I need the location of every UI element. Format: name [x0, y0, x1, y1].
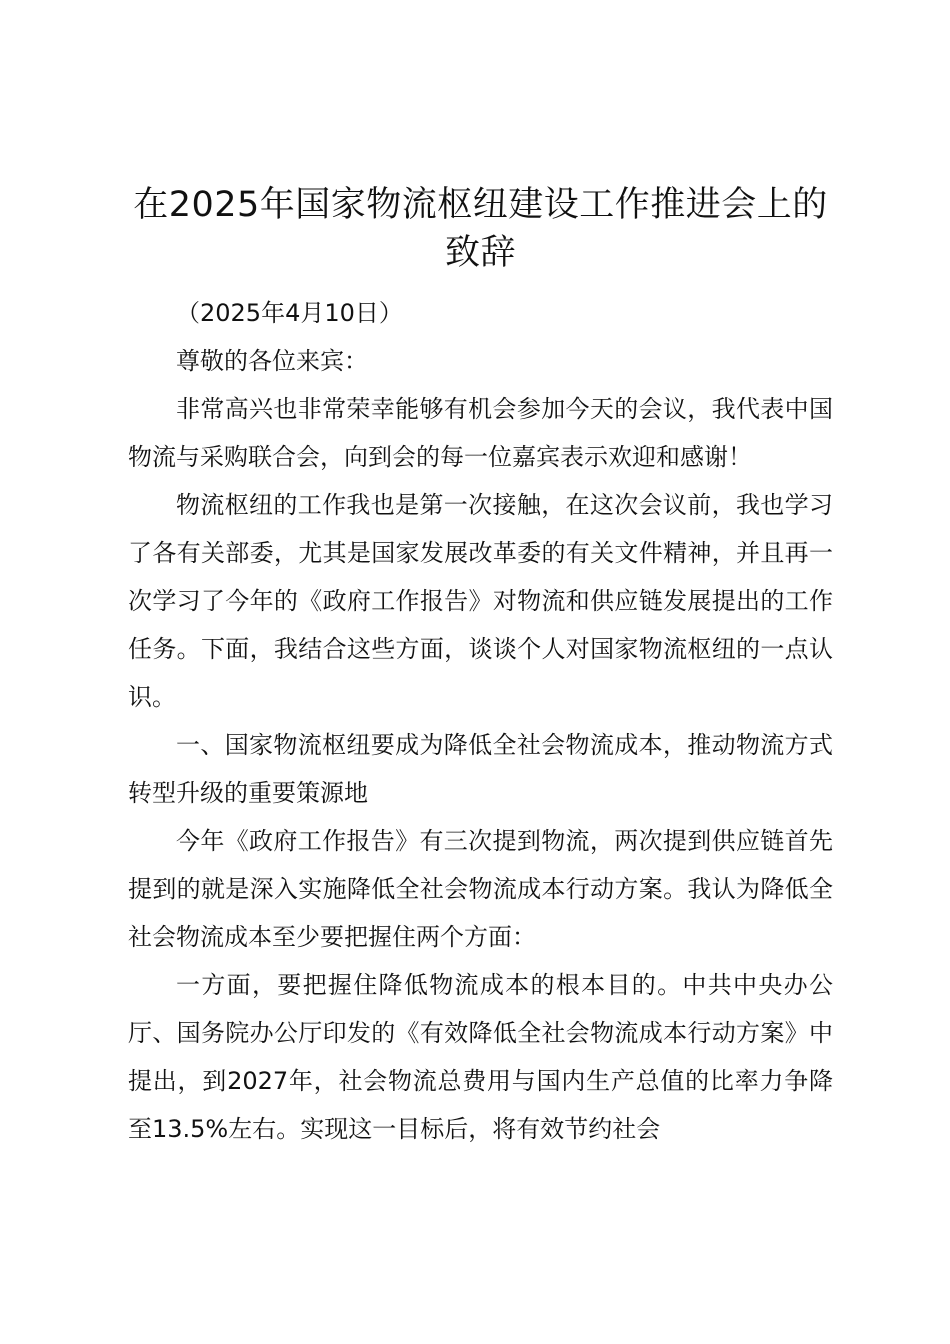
document-body — [128, 181, 833, 1153]
paragraph-first-aspect: 一方面，要把握住降低物流成本的根本目的。中共中央办公厅、国务院办公厅印发的《有效降低全社会物流成本行动方案》中提出，到2027年，社会物流总费用与国内生产总值的比率力争降至13.5%左右。实现这一目标后，将有效节约社会 — [128, 971, 833, 1143]
paragraph-report-summary: 今年《政府工作报告》有三次提到物流，两次提到供应链首先提到的就是深入实施降低全社会物流成本行动方案。我认为降低全社会物流成本至少要把握住两个方面： — [128, 827, 833, 951]
paragraph-greeting: 非常高兴也非常荣幸能够有机会参加今天的会议，我代表中国物流与采购联合会，向到会的每一位嘉宾表示欢迎和感谢！ — [128, 395, 833, 471]
section-heading-1: 一、国家物流枢纽要成为降低全社会物流成本，推动物流方式转型升级的重要策源地 — [128, 731, 833, 807]
speech-date: （2025年4月10日） — [176, 299, 403, 327]
paragraph-introduction: 物流枢纽的工作我也是第一次接触，在这次会议前，我也学习了各有关部委，尤其是国家发展改革委的有关文件精神，并且再一次学习了今年的《政府工作报告》对物流和供应链发展提出的工作任务。下面，我结合这些方面，谈谈个人对国家物流枢纽的一点认识。 — [128, 491, 833, 711]
document-title: 在2025年国家物流枢纽建设工作推进会上的致辞 — [133, 185, 828, 273]
salutation: 尊敬的各位来宾： — [176, 347, 368, 375]
